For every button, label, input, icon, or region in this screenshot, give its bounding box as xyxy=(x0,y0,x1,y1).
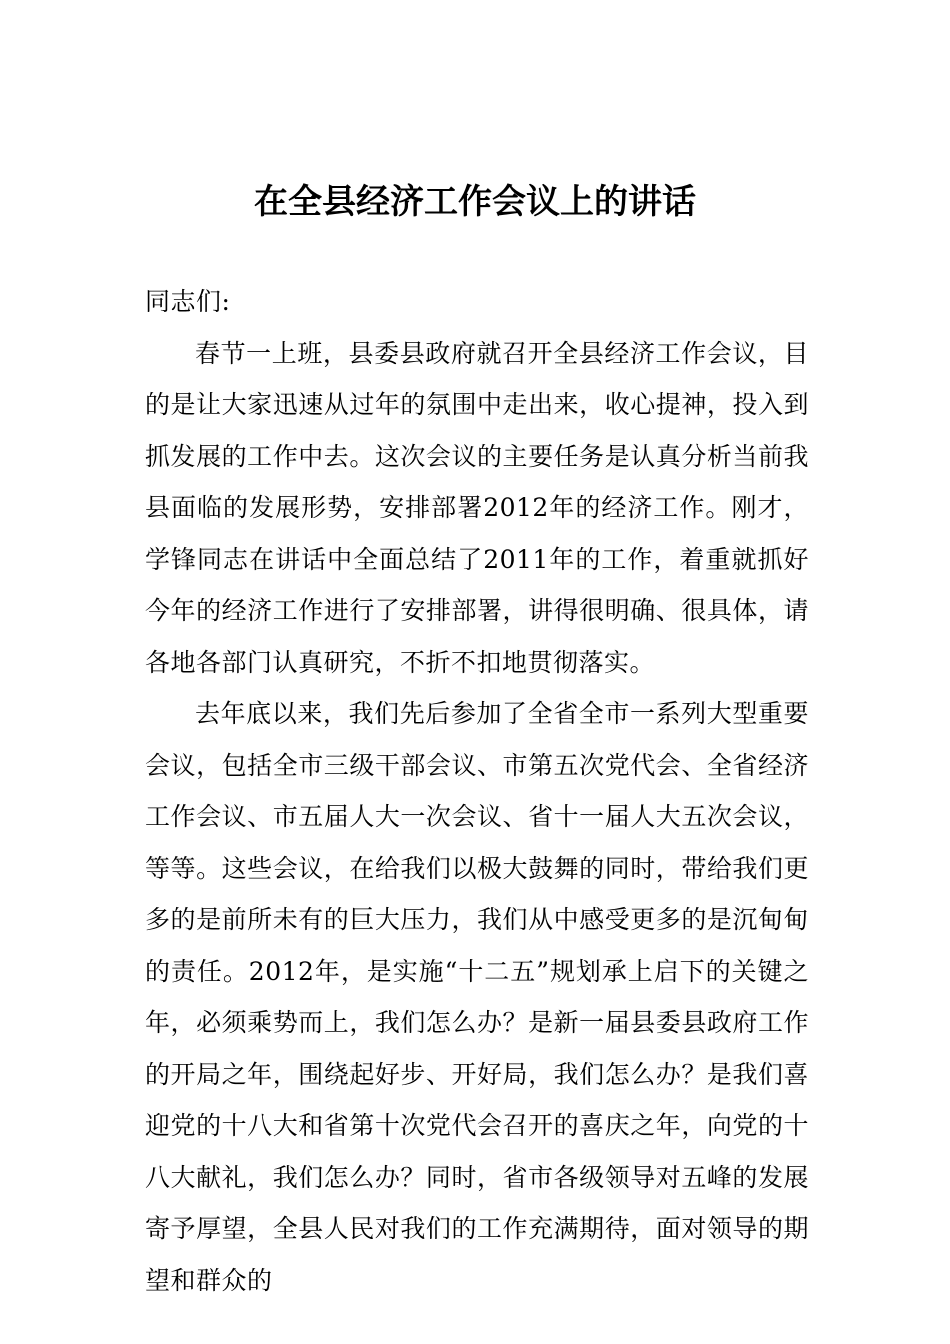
salutation: 同志们: xyxy=(145,287,231,316)
paragraph-2: 去年底以来，我们先后参加了全省全市一系列大型重要会议，包括全市三级干部会议、市第五次党代会、全省经济工作会议、市五届人大一次会议、省十一届人大五次会议，等等。这些会议，在给我们以极大鼓舞的同时，带给我们更多的是前所未有的巨大压力，我们从中感受更多的是沉甸甸的责任。2012年，是实施“十二五”规划承上启下的关键之年，必须乘势而上，我们怎么办？是新一届县委县政府工作的开局之年，围绕起好步、开好局，我们怎么办？是我们喜迎党的十八大和省第十次党代会召开的喜庆之年，向党的十八大献礼，我们怎么办？同时，省市各级领导对五峰的发展寄予厚望，全县人民对我们的工作充满期待，面对领导的期望和群众的 xyxy=(145,699,809,1295)
document-title: 在全县经济工作会议上的讲话 xyxy=(254,182,696,222)
paragraph-1: 春节一上班，县委县政府就召开全县经济工作会议，目的是让大家迅速从过年的氛围中走出来，收心提神，投入到抓发展的工作中去。这次会议的主要任务是认真分析当前我县面临的发展形势，安排部署2012年的经济工作。刚才，学锋同志在讲话中全面总结了2011年的工作，着重就抓好今年的经济工作进行了安排部署，讲得很明确、很具体，请各地各部门认真研究，不折不扣地贯彻落实。 xyxy=(145,338,809,677)
document-body xyxy=(145,276,809,1306)
